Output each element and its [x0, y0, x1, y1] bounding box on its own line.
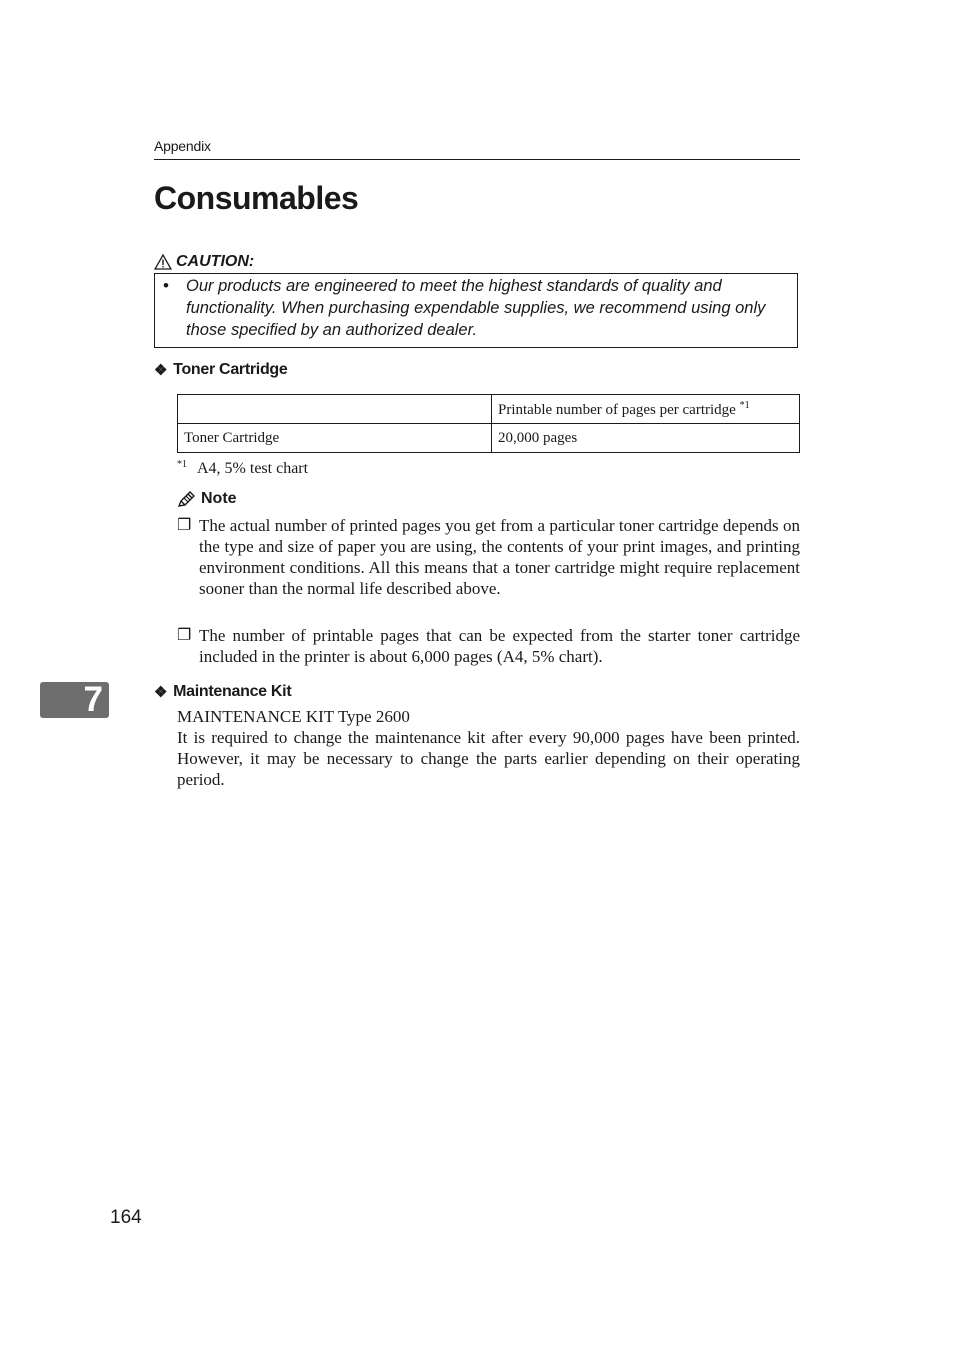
checkbox-square-icon: ❐ — [177, 517, 192, 534]
warning-triangle-icon — [154, 254, 172, 270]
note-text: The actual number of printed pages you get from a particular toner cartridge depends on the type and size of paper you are using, the contents of your print images, and printing environment conditions. All this means that a toner cartridge might require replacement sooner than the normal life described above. — [199, 516, 800, 598]
table-row — [178, 424, 800, 453]
table-header-text: Printable number of pages per cartridge — [498, 401, 736, 418]
note-label: Note — [201, 490, 237, 507]
footnote-ref: *1 — [739, 399, 750, 411]
note-text: The number of printable pages that can be expected from the starter toner cartridge included in the printer is about 6,000 pages (A4, 5% chart). — [199, 626, 800, 666]
footnote — [177, 459, 308, 478]
page-title: Consumables — [154, 180, 359, 216]
page-number: 164 — [110, 1207, 142, 1228]
footnote-text: A4, 5% test chart — [197, 460, 309, 477]
caution-text: Our products are engineered to meet the highest standards of quality and functionality. When purchasing expendable supplies, we recommend using only those specified by an authorized dealer. — [186, 277, 766, 339]
maintenance-heading-text: Maintenance Kit — [173, 683, 292, 700]
table-header-cell — [492, 395, 800, 424]
caution-label: CAUTION: — [176, 253, 255, 270]
note-heading — [177, 490, 237, 508]
checkbox-square-icon: ❐ — [177, 627, 192, 644]
maintenance-product: MAINTENANCE KIT Type 2600 — [177, 707, 410, 726]
maintenance-section-heading — [154, 683, 291, 701]
footnote-mark: *1 — [177, 459, 187, 470]
pencil-icon — [177, 490, 197, 508]
note-item — [177, 515, 800, 599]
caution-box — [154, 273, 798, 348]
table-cell-value: 20,000 pages — [492, 424, 800, 453]
diamond-bullet-icon: ❖ — [154, 684, 168, 701]
table-header-row — [178, 395, 800, 424]
running-head: Appendix — [154, 138, 211, 154]
table-cell-item: Toner Cartridge — [178, 424, 492, 453]
bullet-icon: • — [163, 276, 169, 295]
table-header-cell-empty — [178, 395, 492, 424]
chapter-number: 7 — [83, 680, 103, 719]
maintenance-text: It is required to change the maintenance kit after every 90,000 pages have been printed. However, it may be necessary to change the parts earlier depending on their operating period. — [177, 728, 800, 789]
toner-section-heading — [154, 361, 288, 379]
chapter-tab — [40, 682, 109, 718]
diamond-bullet-icon: ❖ — [154, 362, 168, 379]
note-item — [177, 625, 800, 667]
caution-heading — [154, 253, 254, 271]
toner-heading-text: Toner Cartridge — [173, 361, 288, 378]
header-rule — [154, 159, 800, 160]
toner-table — [177, 394, 800, 453]
